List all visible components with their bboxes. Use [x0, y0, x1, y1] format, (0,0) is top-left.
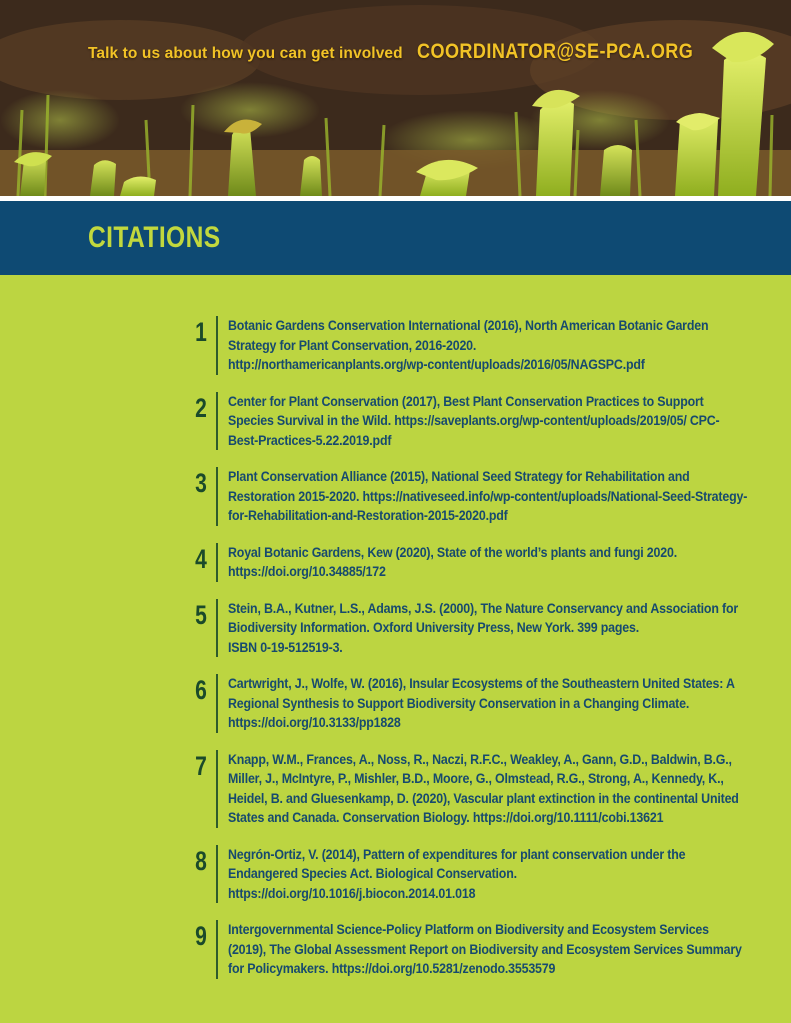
citation-text [228, 543, 748, 582]
citation-item [190, 674, 750, 733]
citation-link[interactable]: https://doi.org/10.1016/j.biocon.2014.01.018 [228, 885, 476, 901]
cta-text: Talk to us about how you can get involved [88, 45, 403, 62]
citation-body: Plant Conservation Alliance (2015), National Seed Strategy for Rehabilitation and Restoration 2015-2020. https://nativeseed.info/wp-content/uploads/National-Seed-Strategy-for-Rehabilitation-and-Restoration-2015-2020.pdf [228, 469, 748, 523]
citation-divider [216, 467, 218, 526]
citation-body: Botanic Gardens Conservation International (2016), North American Botanic Garden Strategy for Plant Conservation, 2016-2020. [228, 318, 709, 353]
citation-item [190, 845, 750, 904]
citation-body: Intergovernmental Science-Policy Platform on Biodiversity and Ecosystem Services (2019), The Global Assessment Report on Biodiversity and Ecosystem Services Summary for Policymakers. https://doi.org/10.5281/zenodo.3553579 [228, 922, 742, 976]
citation-divider [216, 750, 218, 828]
citation-number: 8 [195, 845, 207, 876]
citation-item [190, 920, 750, 979]
citation-divider [216, 599, 218, 658]
citation-body: Stein, B.A., Kutner, L.S., Adams, J.S. (2000), The Nature Conservancy and Association for Biodiversity Information. Oxford University Press, New York. 399 pages. [228, 600, 738, 635]
section-title-band [0, 196, 791, 275]
citation-divider [216, 392, 218, 451]
citation-link[interactable]: ISBN 0-19-512519-3. [228, 639, 343, 655]
section-title: CITATIONS [88, 221, 221, 254]
citation-text [228, 845, 748, 904]
citation-divider [216, 674, 218, 733]
citation-item [190, 467, 750, 526]
citation-number: 7 [195, 750, 207, 781]
citations-list [190, 316, 750, 996]
citation-number: 6 [195, 675, 207, 705]
citation-divider [216, 920, 218, 979]
citation-divider [216, 543, 218, 582]
citation-text [228, 316, 748, 375]
citation-number: 1 [195, 317, 207, 347]
citation-item [190, 750, 750, 828]
contact-email-link[interactable]: COORDINATOR@SE-PCA.ORG [416, 40, 693, 63]
citation-item [190, 599, 750, 658]
citation-item [190, 392, 750, 451]
citation-body: Royal Botanic Gardens, Kew (2020), State of the world’s plants and fungi 2020. https://doi.org/10.34885/172 [228, 544, 677, 579]
citation-body: Cartwright, J., Wolfe, W. (2016), Insular Ecosystems of the Southeastern United States: A Regional Synthesis to Support Biodiversity Conservation in a Changing Climate. https://doi.org/10.3133/pp1828 [228, 676, 735, 730]
citation-item [190, 543, 750, 582]
citation-text [228, 920, 748, 979]
citation-item [190, 316, 750, 375]
citation-number: 3 [195, 468, 207, 498]
citation-text [228, 750, 748, 828]
citation-link[interactable]: http://northamericanplants.org/wp-content/uploads/2016/05/NAGSPC.pdf [228, 357, 645, 372]
header-banner [0, 0, 791, 196]
citation-text [228, 599, 748, 658]
citation-number: 2 [195, 392, 207, 423]
citation-divider [216, 845, 218, 904]
citation-divider [216, 316, 218, 375]
citation-text [228, 674, 748, 733]
pitcher-plants-image [0, 0, 791, 196]
citation-body: Center for Plant Conservation (2017), Best Plant Conservation Practices to Support Species Survival in the Wild. https://saveplants.org/wp-content/uploads/2019/05/ CPC-Best-Practices-5.22.2019.pdf [228, 393, 720, 448]
contact-call-to-action [88, 40, 738, 64]
citation-body: Negrón-Ortiz, V. (2014), Pattern of expenditures for plant conservation under the Endangered Species Act. Biological Conservation. [228, 846, 686, 881]
citation-number: 4 [195, 543, 207, 574]
citation-number: 5 [195, 599, 207, 630]
citation-text [228, 392, 748, 451]
citation-text [228, 467, 748, 526]
citation-body: Knapp, W.M., Frances, A., Noss, R., Naczi, R.F.C., Weakley, A., Gann, G.D., Baldwin, B.G., Miller, J., McIntyre, P., Mishler, B.D., Moore, G., Olmstead, R.G., Strong, A., Kennedy, K., Heidel, B. and Gluesenkamp, D. (2020), Vascular plant extinction in the continental United States and Canada. Conservation Biology. https://doi.org/10.1111/cobi.13621 [228, 751, 739, 825]
citation-number: 9 [195, 921, 207, 951]
